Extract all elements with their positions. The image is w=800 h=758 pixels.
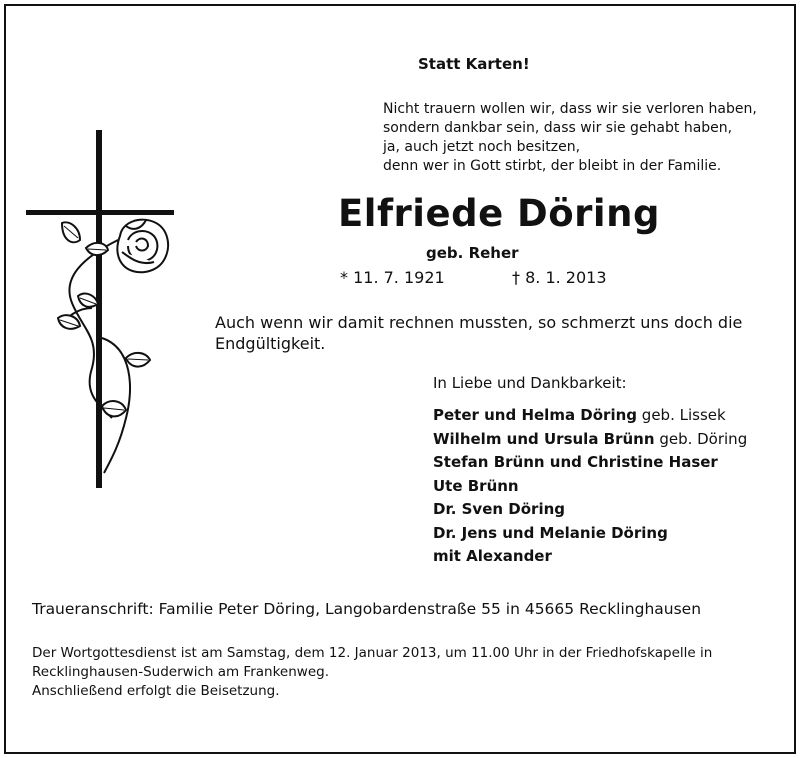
mourner-name: Dr. Jens und Melanie Döring: [433, 523, 668, 542]
mourner-row: [433, 451, 747, 475]
service-line: Anschließend erfolgt die Beisetzung.: [32, 683, 280, 699]
poem: [383, 100, 757, 176]
poem-line: sondern dankbar sein, dass wir sie gehabt haben,: [383, 120, 733, 136]
mourner-name: Dr. Sven Döring: [433, 500, 565, 518]
mourner-suffix: geb. Döring: [659, 429, 748, 448]
service-info: [32, 644, 712, 701]
mourners-list: [433, 404, 747, 569]
cross-with-rose-icon: [22, 128, 182, 493]
poem-line: ja, auch jetzt noch besitzen,: [383, 139, 581, 155]
mourner-row: [433, 404, 747, 428]
mourning-address: Traueranschrift: Familie Peter Döring, Langobardenstraße 55 in 45665 Recklinghausen: [32, 600, 702, 618]
mourner-suffix: geb. Lissek: [641, 406, 726, 424]
mourner-name: Stefan Brünn und Christine Haser: [433, 453, 718, 471]
service-line: Recklinghausen-Suderwich am Frankenweg.: [32, 664, 329, 680]
death-date: † 8. 1. 2013: [512, 268, 607, 287]
birth-date: * 11. 7. 1921: [340, 268, 445, 287]
maiden-name: geb. Reher: [426, 244, 519, 262]
notice-header: Statt Karten!: [418, 55, 530, 73]
mourner-row: [433, 545, 747, 569]
mourner-name: Peter und Helma Döring: [433, 406, 638, 424]
poem-line: denn wer in Gott stirbt, der bleibt in der Familie.: [383, 158, 722, 174]
mourner-name: mit Alexander: [433, 547, 552, 565]
mourner-row: [433, 428, 747, 452]
lead-text: Auch wenn wir damit rechnen mussten, so schmerzt uns doch die Endgültigkeit.: [215, 313, 743, 353]
closing-line: In Liebe und Dankbarkeit:: [433, 374, 627, 392]
mourner-row: [433, 522, 747, 546]
mourner-name: Ute Brünn: [433, 476, 519, 495]
deceased-name: Elfriede Döring: [338, 192, 660, 235]
mourner-name: Wilhelm und Ursula Brünn: [433, 429, 655, 448]
mourner-row: [433, 498, 747, 522]
mourner-row: [433, 475, 747, 499]
service-line: Der Wortgottesdienst ist am Samstag, dem 12. Januar 2013, um 11.00 Uhr in der Friedhofskapelle in: [32, 645, 713, 661]
poem-line: Nicht trauern wollen wir, dass wir sie verloren haben,: [383, 101, 757, 117]
